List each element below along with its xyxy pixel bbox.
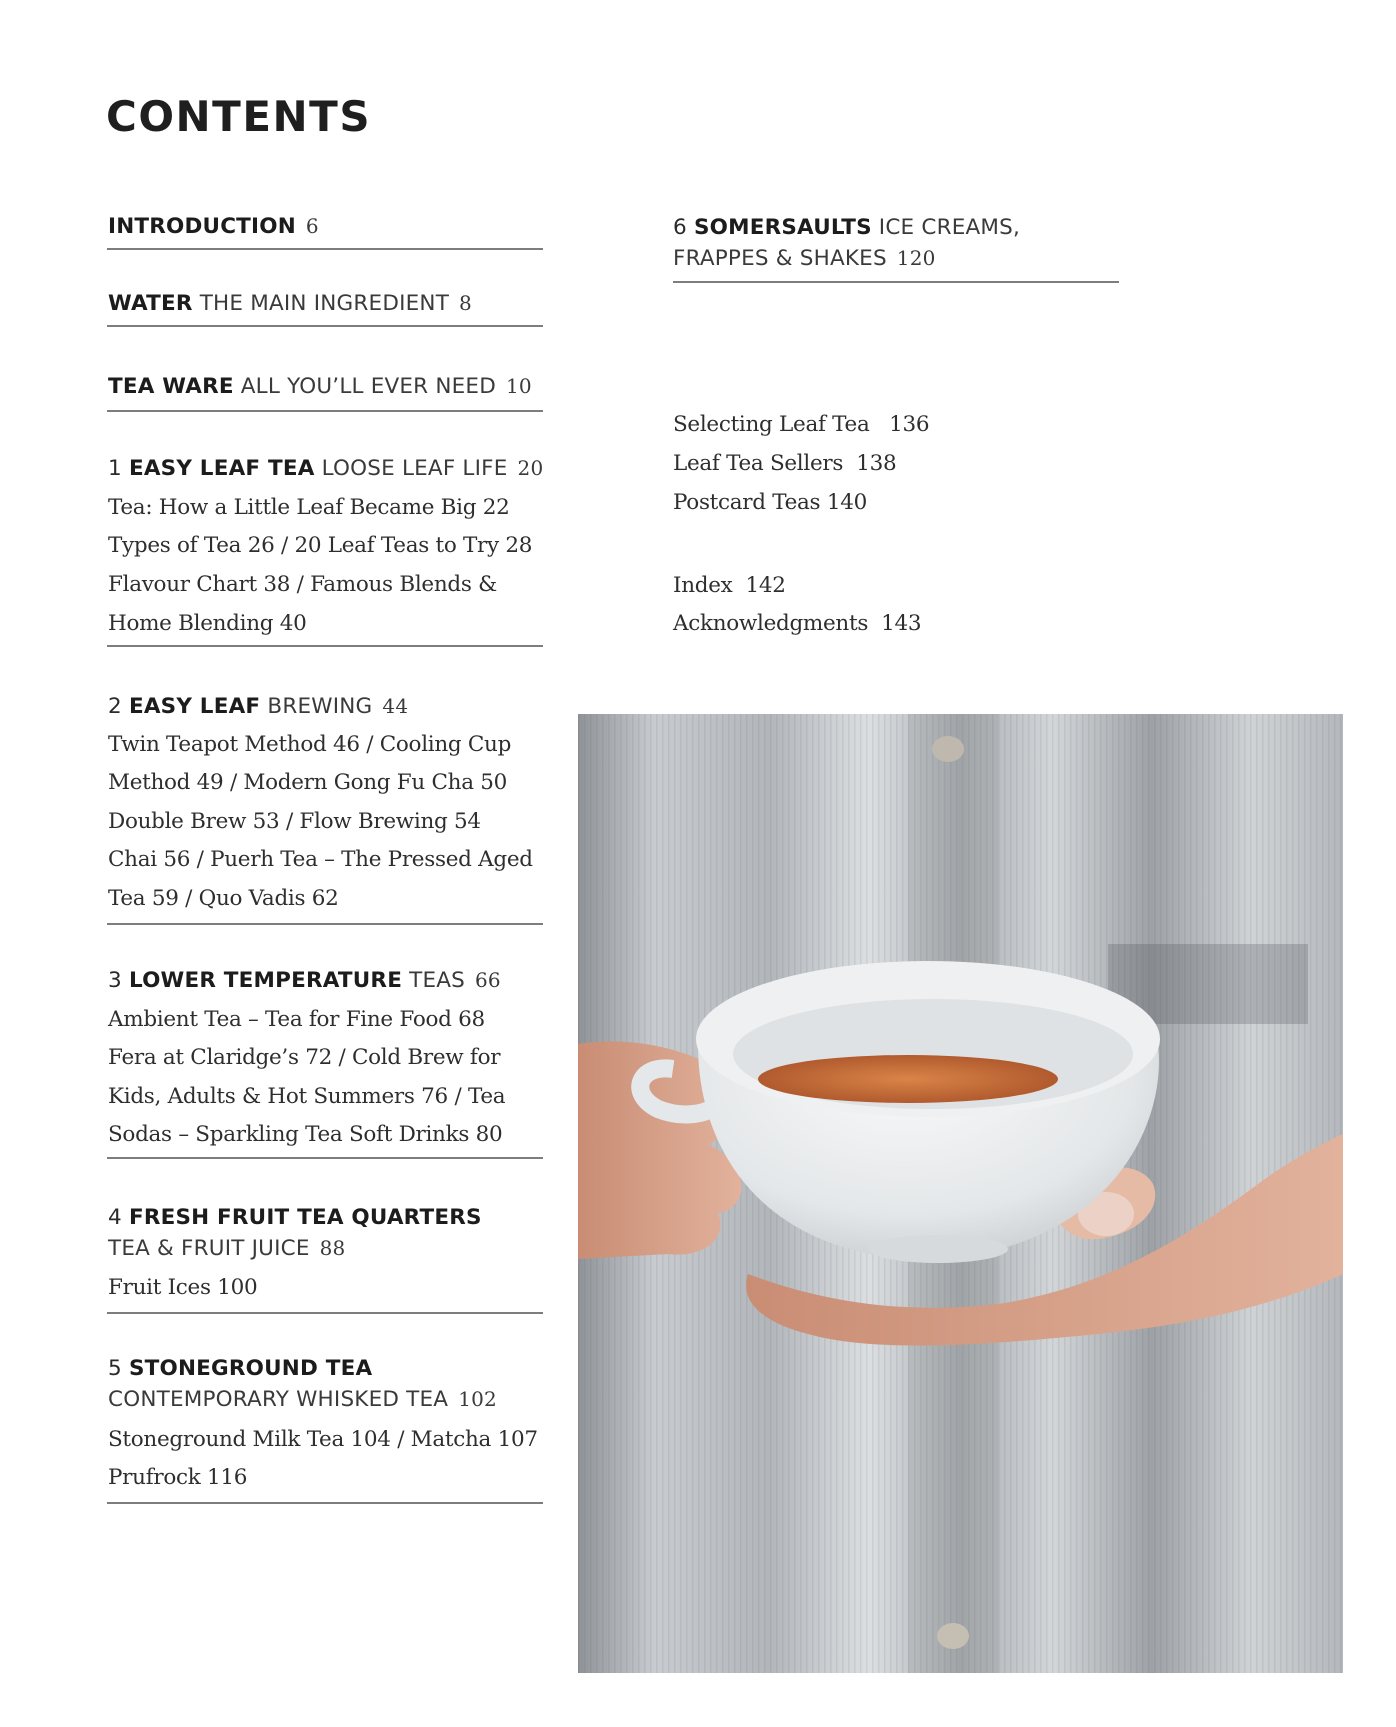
toc-item[interactable]: Method 49 / Modern Gong Fu Cha 50 xyxy=(108,770,508,795)
toc-chapter-5-subtitle[interactable] xyxy=(108,1389,497,1411)
page-number: 138 xyxy=(856,451,897,476)
toc-acknowledgments[interactable] xyxy=(673,613,921,635)
chapter-subtitle: THE MAIN INGREDIENT xyxy=(199,291,450,316)
toc-chapter-4-subtitle[interactable] xyxy=(108,1238,345,1260)
page-number: 66 xyxy=(475,968,501,992)
toc-item[interactable]: Flavour Chart 38 / Famous Blends & xyxy=(108,572,497,597)
chapter-number: 3 xyxy=(108,968,122,993)
divider xyxy=(107,645,543,647)
toc-chapter-2[interactable] xyxy=(108,696,408,718)
divider xyxy=(107,410,543,412)
toc-extra-postcard-teas[interactable] xyxy=(673,492,867,514)
page-number: 136 xyxy=(889,412,930,437)
divider xyxy=(107,1157,543,1159)
toc-chapter-6-subtitle[interactable] xyxy=(673,248,936,270)
chapter-subtitle: TEAS xyxy=(409,968,465,993)
toc-item[interactable]: Tea: How a Little Leaf Became Big 22 xyxy=(108,495,510,520)
toc-chapter-5[interactable] xyxy=(108,1358,372,1380)
chapter-number: 1 xyxy=(108,456,122,481)
entry-label: Acknowledgments xyxy=(673,611,869,636)
toc-item[interactable]: Types of Tea 26 / 20 Leaf Teas to Try 28 xyxy=(108,533,533,558)
page-number: 6 xyxy=(305,214,319,238)
chapter-title: LOWER TEMPERATURE xyxy=(128,968,403,993)
toc-item[interactable]: Prufrock 116 xyxy=(108,1465,248,1490)
toc-entry-water[interactable] xyxy=(108,293,472,315)
chapter-number: 2 xyxy=(108,694,122,719)
page-number: 10 xyxy=(505,374,532,398)
divider xyxy=(107,1312,543,1314)
page-number: 140 xyxy=(826,490,867,515)
page-number: 20 xyxy=(517,456,544,480)
page-title: CONTENTS xyxy=(106,92,372,141)
entry-label: Leaf Tea Sellers xyxy=(673,451,844,476)
toc-item[interactable]: Twin Teapot Method 46 / Cooling Cup xyxy=(108,732,512,757)
page-number: 142 xyxy=(745,573,786,598)
chapter-subtitle: ALL YOU’LL EVER NEED xyxy=(240,374,496,399)
chapter-number: 4 xyxy=(108,1205,122,1230)
chapter-title: INTRODUCTION xyxy=(108,214,296,239)
toc-item[interactable]: Fruit Ices 100 xyxy=(108,1275,258,1300)
chapter-subtitle: ICE CREAMS, xyxy=(878,215,1021,240)
entry-label: Postcard Teas xyxy=(673,490,821,515)
chapter-title: WATER xyxy=(108,291,193,316)
toc-item[interactable]: Fera at Claridge’s 72 / Cold Brew for xyxy=(108,1045,501,1070)
chapter-subtitle: LOOSE LEAF LIFE xyxy=(321,456,508,481)
tea-cup-illustration xyxy=(578,714,1343,1673)
entry-label: Index xyxy=(673,573,733,598)
chapter-title: EASY LEAF TEA xyxy=(128,456,315,481)
toc-chapter-4[interactable] xyxy=(108,1207,482,1229)
chapter-subtitle: BREWING xyxy=(267,694,373,719)
toc-item[interactable]: Sodas – Sparkling Tea Soft Drinks 80 xyxy=(108,1122,503,1147)
page-number: 88 xyxy=(319,1236,346,1260)
toc-extra-leaf-tea-sellers[interactable] xyxy=(673,453,896,475)
divider xyxy=(107,1502,543,1504)
toc-item[interactable]: Kids, Adults & Hot Summers 76 / Tea xyxy=(108,1084,506,1109)
toc-chapter-3[interactable] xyxy=(108,970,501,992)
toc-item[interactable]: Double Brew 53 / Flow Brewing 54 xyxy=(108,809,481,834)
divider xyxy=(107,325,543,327)
toc-item[interactable]: Tea 59 / Quo Vadis 62 xyxy=(108,886,339,911)
divider xyxy=(107,923,543,925)
page-number: 44 xyxy=(382,694,409,718)
toc-item[interactable]: Chai 56 / Puerh Tea – The Pressed Aged xyxy=(108,847,533,872)
entry-label: Selecting Leaf Tea xyxy=(673,412,870,437)
toc-chapter-1[interactable] xyxy=(108,458,543,480)
toc-item[interactable]: Ambient Tea – Tea for Fine Food 68 xyxy=(108,1007,485,1032)
chapter-title: STONEGROUND TEA xyxy=(128,1356,373,1381)
page-number: 120 xyxy=(896,246,936,270)
divider xyxy=(673,281,1119,283)
chapter-title: TEA WARE xyxy=(108,374,234,399)
chapter-title: SOMERSAULTS xyxy=(693,215,872,240)
chapter-title: FRESH FRUIT TEA QUARTERS xyxy=(128,1205,482,1230)
toc-item[interactable]: Home Blending 40 xyxy=(108,611,307,636)
toc-entry-introduction[interactable] xyxy=(108,216,319,238)
chapter-title: EASY LEAF xyxy=(128,694,261,719)
tea-cup-photo xyxy=(578,714,1343,1673)
toc-extra-selecting-leaf-tea[interactable] xyxy=(673,414,929,436)
chapter-number: 5 xyxy=(108,1356,122,1381)
toc-item[interactable]: Stoneground Milk Tea 104 / Matcha 107 xyxy=(108,1427,538,1452)
divider xyxy=(107,248,543,250)
chapter-number: 6 xyxy=(673,215,687,240)
page-number: 143 xyxy=(881,611,922,636)
page-number: 8 xyxy=(459,291,472,315)
chapter-subtitle: CONTEMPORARY WHISKED TEA xyxy=(108,1387,449,1412)
page-number: 102 xyxy=(458,1387,497,1411)
chapter-subtitle: FRAPPES & SHAKES xyxy=(673,246,887,271)
toc-entry-tea-ware[interactable] xyxy=(108,376,532,398)
chapter-subtitle: TEA & FRUIT JUICE xyxy=(108,1236,310,1261)
toc-chapter-6[interactable] xyxy=(673,217,1020,239)
toc-index[interactable] xyxy=(673,575,786,597)
